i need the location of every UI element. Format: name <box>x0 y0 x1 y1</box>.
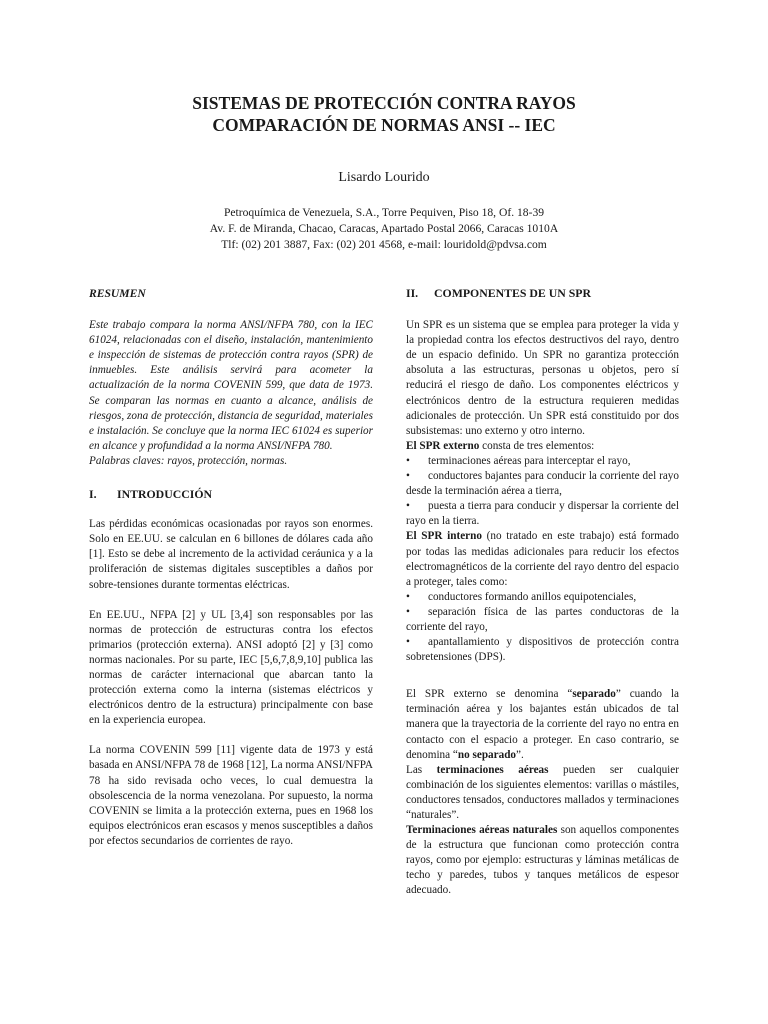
section-1-number: I. <box>89 487 97 502</box>
external-spr-text: consta de tres elementos: <box>479 439 595 452</box>
separated-text-b: ” cuando la terminación aérea y los bajantes están ubicados de tal manera que la trayectoria de la corriente del rayo no entra en contacto con el espacio a proteger. En caso contrario, se denomina “ <box>406 688 679 761</box>
list-item <box>406 635 679 665</box>
natural-terminations-text: son aquellos componentes de la estructura que funcionan como protección contra rayos, como por ejemplo: estructuras y láminas metálicas de techo y paredes, tubos y tanques metálicos de espesor adecuado. <box>406 824 679 897</box>
abstract-body: Este trabajo compara la norma ANSI/NFPA 780, con la IEC 61024, relacionadas con el diseño, instalación, mantenimiento e inspección de sistemas de protección contra rayos (SPR) de inmuebles. Este análisis servirá para acometer la actualización de la norma COVENIN 599, que data de 1973. Se comparan las normas en cuanto a alcance, análisis de riesgos, zona de protección, distancia de seguridad, materiales e instalación. Se concluye que la norma IEC 61024 es superior en alcance y profundidad a la norma ANSI/NFPA 780. <box>89 319 373 452</box>
intro-paragraph-2: En EE.UU., NFPA [2] y UL [3,4] son responsables por las normas de protección de estructuras contra los efectos primarios (protección externa). ANSI adoptó [2] y [3] como normas nacionales. Por su parte, IEC [5,6,7,8,9,10] publica las normas de carácter internacional que abarcan tanto la protección externa como la interna (sistemas eléctricos y electrónicos dentro de la estructura) principalmente con base en la experiencia europea. <box>89 608 373 727</box>
bullet-icon: • <box>406 470 410 483</box>
internal-spr-list <box>406 590 679 665</box>
title-line-2: COMPARACIÓN DE NORMAS ANSI -- IEC <box>212 115 556 135</box>
external-spr-intro <box>406 439 679 454</box>
separated-text-a: El SPR externo se denomina “ <box>406 688 573 701</box>
bullet-icon: • <box>406 500 410 513</box>
list-item-text: terminaciones aéreas para interceptar el rayo, <box>428 454 631 467</box>
air-terminations-paragraph <box>406 763 679 823</box>
section-2-title: COMPONENTES DE UN SPR <box>434 286 591 300</box>
internal-spr-label: El SPR interno <box>406 530 482 543</box>
author-name: Lisardo Lourido <box>338 170 430 185</box>
separated-paragraph <box>406 687 679 762</box>
affiliation <box>0 205 768 253</box>
intro-paragraph-3: La norma COVENIN 599 [11] vigente data de 1973 y está basada en ANSI/NFPA 78 de 1968 [12], La norma ANSI/NFPA 78 ha sido revisada ocho veces, lo cual demuestra la obsolescencia de la norma venezolana. Por supuesto, la norma COVENIN se limita a la protección externa, pues en 1968 los equipos electrónicos eran escasos y menos susceptibles a daños por efectos secundarios de corrientes de rayo. <box>89 744 373 847</box>
list-item-text: conductores formando anillos equipotenciales, <box>428 590 637 603</box>
spr-paragraph: Un SPR es un sistema que se emplea para proteger la vida y la propiedad contra los efectos destructivos del rayo, dentro de un espacio definido. Un SPR no garantiza protección absoluta a las estructuras, personas u objetos, pero sí reducirá el riesgo de daño. Los componentes eléctricos y electrónicos dentro de la estructura requieren medidas adicionales de protección. Un SPR está constituido por dos subsistemas: uno externo y otro interno. <box>406 319 679 437</box>
list-item-text: puesta a tierra para conducir y dispersar la corriente del rayo en la tierra. <box>406 500 679 528</box>
title-line-1: SISTEMAS DE PROTECCIÓN CONTRA RAYOS <box>192 93 576 113</box>
air-terminations-term: terminaciones aéreas <box>436 763 549 776</box>
list-item <box>406 590 679 605</box>
affiliation-line-2: Av. F. de Miranda, Chacao, Caracas, Apartado Postal 2066, Caracas 1010A <box>209 222 559 235</box>
right-column <box>406 286 679 899</box>
section-1-title: INTRODUCCIÓN <box>117 487 213 502</box>
internal-spr-text: (no tratado en este trabajo) está formado por todas las medidas adicionales para reducir los efectos electromagnéticos de la corriente del rayo dentro del espacio a proteger, tales como: <box>406 530 679 588</box>
list-item-text: apantallamiento y dispositivos de protección contra sobretensiones (DPS). <box>406 636 679 664</box>
list-item <box>406 605 679 635</box>
list-item <box>406 454 679 469</box>
external-spr-label: El SPR externo <box>406 439 480 452</box>
separated-term: separado <box>572 688 616 701</box>
natural-terminations-paragraph <box>406 823 679 898</box>
bullet-icon: • <box>406 454 410 467</box>
separated-text-c: ”. <box>516 748 524 761</box>
left-column <box>89 286 373 849</box>
section-1-heading <box>89 487 373 502</box>
natural-terminations-term: Terminaciones aéreas naturales <box>406 824 558 837</box>
paper-title <box>0 92 768 136</box>
air-terminations-text-b: pueden ser cualquier combinación de los siguientes elementos: varillas o mástiles, conductores tensados, conductores mallados y terminaciones “naturales”. <box>406 763 679 821</box>
affiliation-line-1: Petroquímica de Venezuela, S.A., Torre Pequiven, Piso 18, Of. 18-39 <box>223 206 545 219</box>
bullet-icon: • <box>406 636 410 649</box>
external-spr-list <box>406 454 679 529</box>
air-terminations-text-a: Las <box>406 763 437 776</box>
list-item-text: separación física de las partes conductoras de la corriente del rayo, <box>406 605 679 633</box>
list-item <box>406 499 679 529</box>
not-separated-term: no separado <box>457 748 517 761</box>
internal-spr-intro <box>406 529 679 589</box>
section-2-number: II. <box>406 286 419 300</box>
list-item-text: conductores bajantes para conducir la corriente del rayo desde la terminación aérea a tierra, <box>406 470 679 498</box>
intro-paragraph-1: Las pérdidas económicas ocasionadas por rayos son enormes. Solo en EE.UU. se calculan en 6 billones de dólares cada año [1]. Esto se debe al incremento de la actividad ceráunica y a la proliferación de sistemas digitales susceptibles a daños por sobre-tensiones durante tormentas eléctricas. <box>89 518 373 591</box>
section-2-heading <box>406 286 679 301</box>
keywords: Palabras claves: rayos, protección, normas. <box>89 454 288 467</box>
bullet-icon: • <box>406 605 410 618</box>
bullet-icon: • <box>406 590 410 603</box>
affiliation-line-3: Tlf: (02) 201 3887, Fax: (02) 201 4568, e-mail: louridold@pdvsa.com <box>221 238 547 251</box>
list-item <box>406 469 679 499</box>
abstract-heading: RESUMEN <box>89 287 146 300</box>
